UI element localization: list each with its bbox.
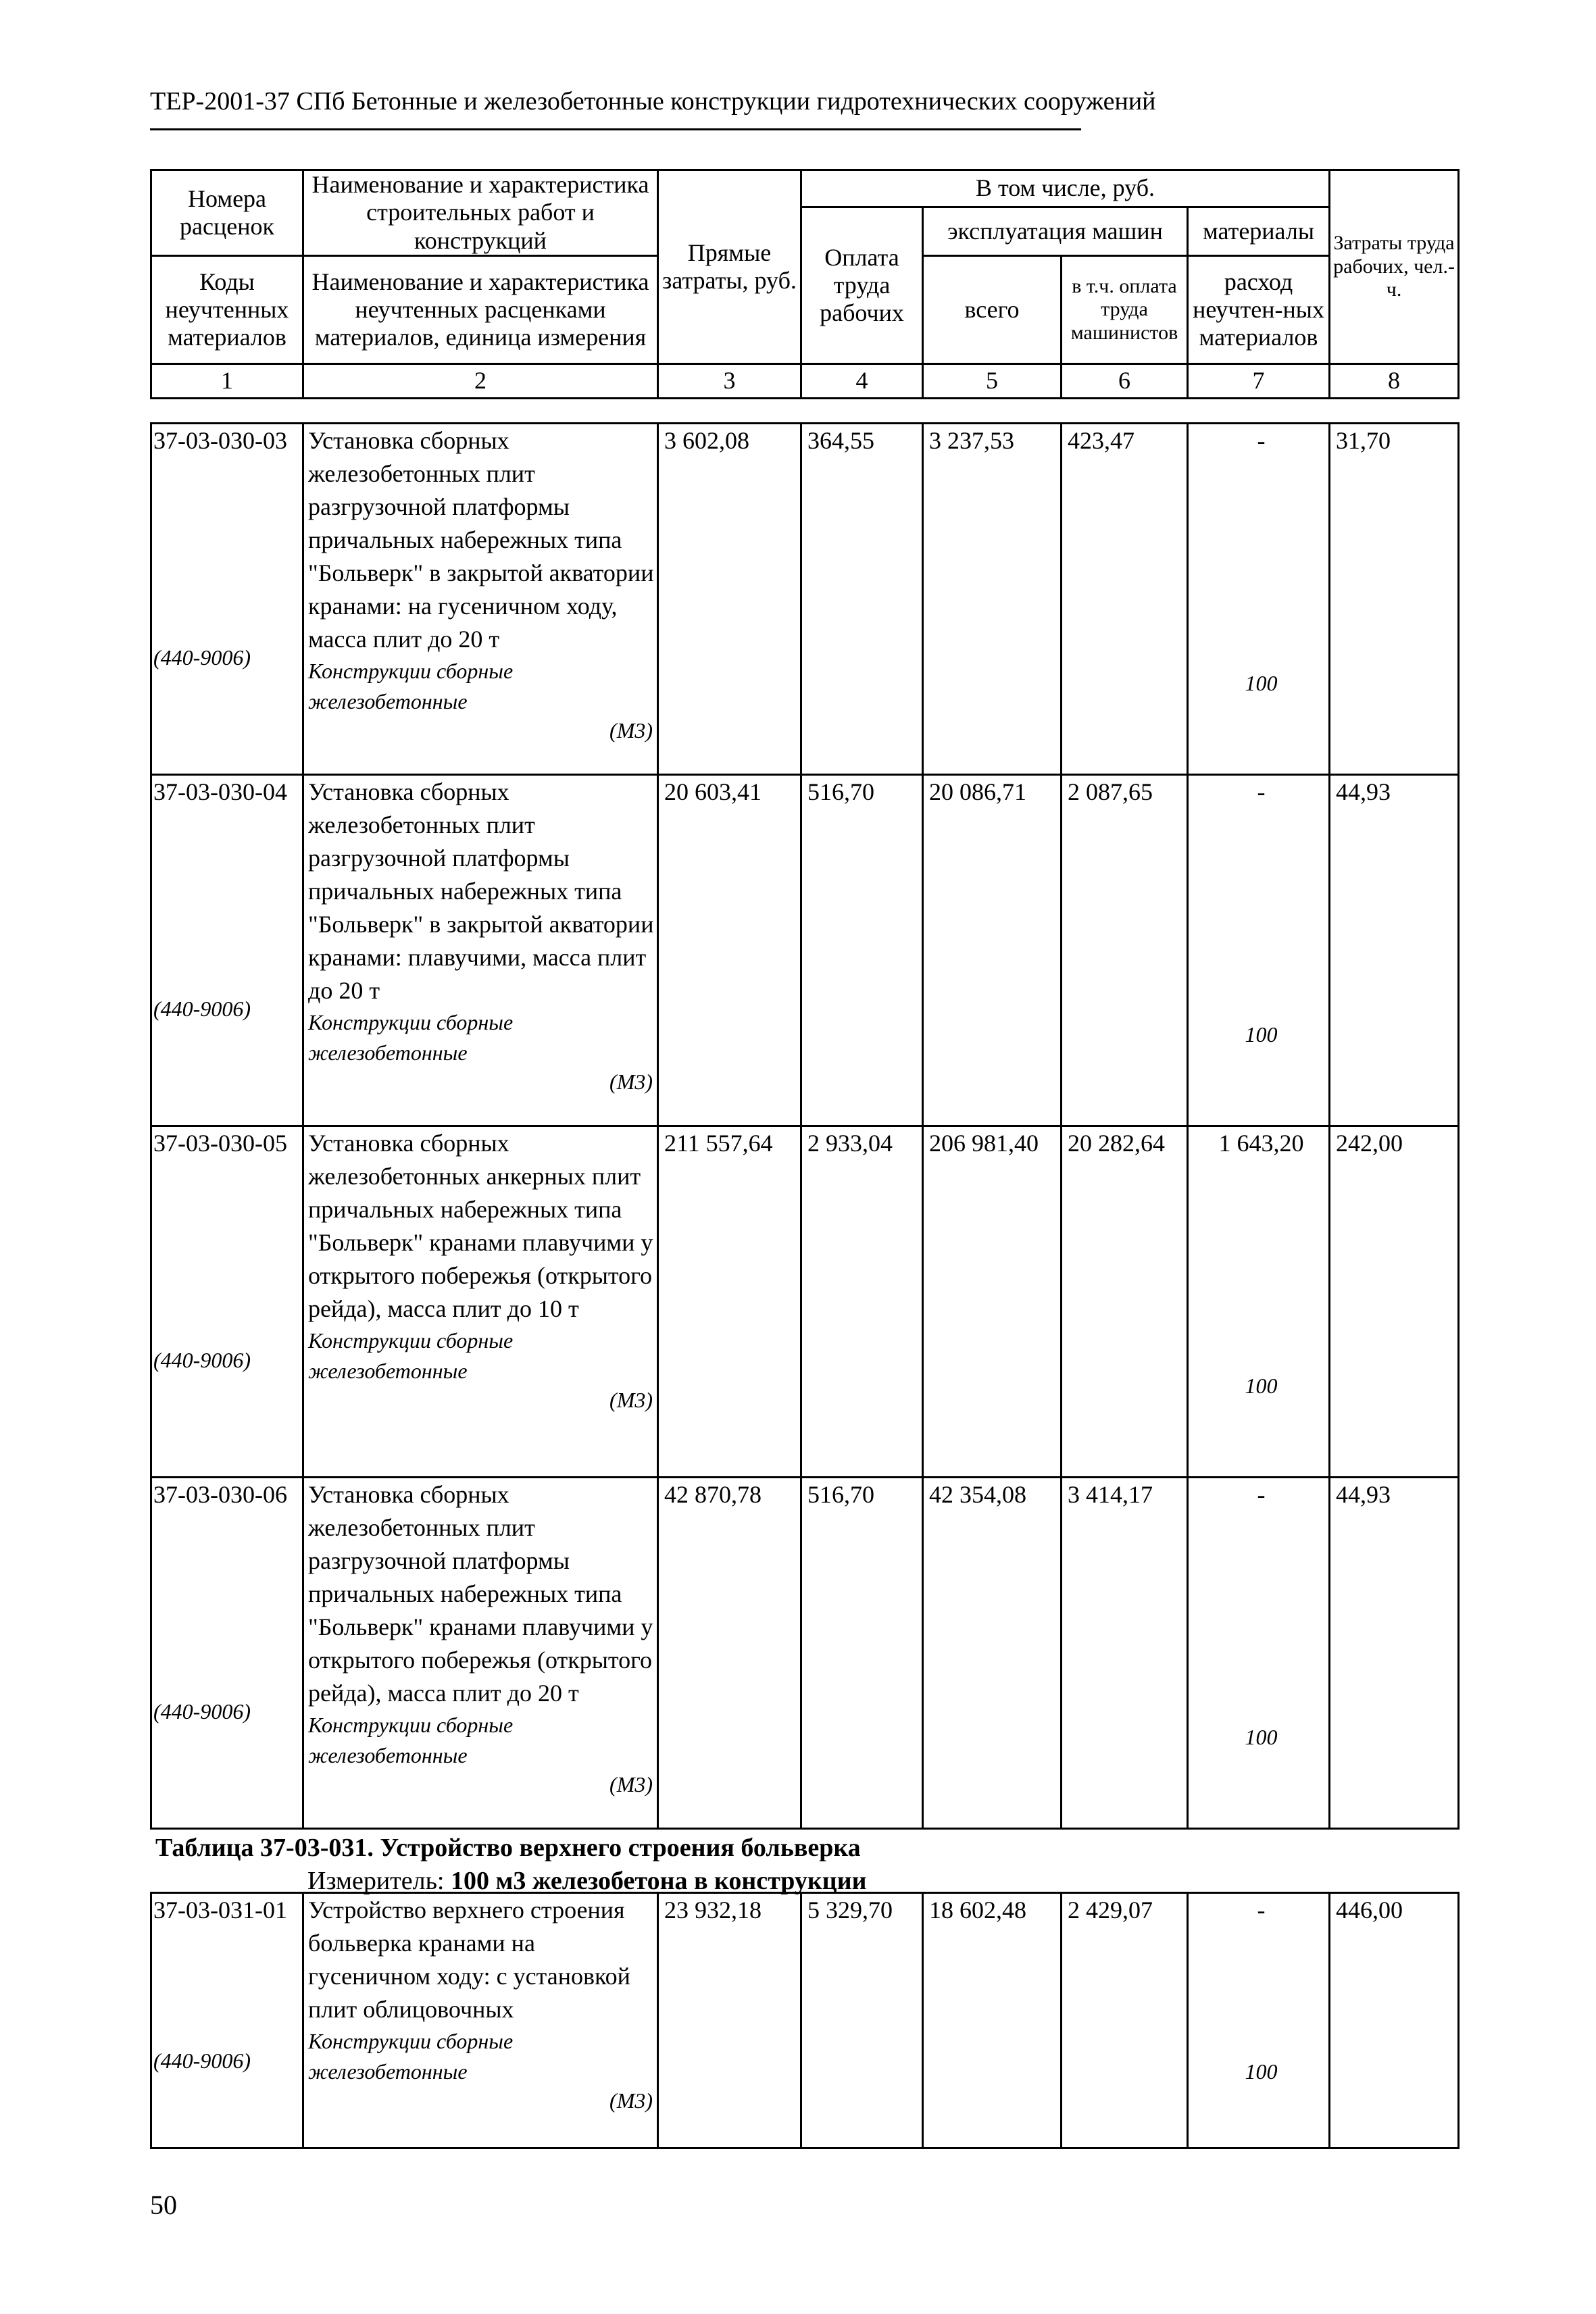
material-unit: (М3) (609, 718, 653, 743)
labor-hours-cell: 31,70 (1330, 424, 1459, 775)
machines-total-cell: 20 086,71 (923, 775, 1062, 1126)
table-37-03-031-title: Таблица 37-03-031. Устройство верхнего строения больверка (155, 1834, 861, 1862)
material-code: (440-9006) (153, 1699, 251, 1724)
work-description: Установка сборных железобетонных анкерных плит причальных набережных типа "Больверк" кранами плавучими у открытого побережья (открытого рейда), масса плит до 10 т (308, 1130, 653, 1322)
header-labor-hours: Затраты труда рабочих, чел.-ч. (1330, 170, 1459, 364)
material-name: Конструкции сборные железобетонные (308, 659, 514, 713)
col-number-7: 7 (1188, 364, 1330, 399)
material-name: Конструкции сборные железобетонные (308, 1010, 514, 1065)
material-name: Конструкции сборные железобетонные (308, 1328, 514, 1383)
header-machine-operation: эксплуатация машин (923, 207, 1188, 256)
page-number: 50 (150, 2190, 177, 2220)
direct-costs-cell: 211 557,64 (658, 1126, 801, 1478)
measure-label: Измеритель: (307, 1867, 445, 1895)
table-row (151, 1893, 1459, 2148)
material-name: Конструкции сборные железобетонные (308, 1713, 514, 1767)
direct-costs-cell: 20 603,41 (658, 775, 801, 1126)
materials-cell: - (1257, 427, 1266, 454)
material-unit: (М3) (609, 2088, 653, 2113)
document-header-title: ТЕР-2001-37 СПб Бетонные и железобетонные конструкции гидротехнических сооружений (150, 87, 1156, 116)
rate-code: 37-03-030-05 (153, 1130, 287, 1157)
material-unit: (М3) (609, 1388, 653, 1412)
material-quantity: 100 (1245, 1374, 1278, 1398)
col-number-6: 6 (1062, 364, 1188, 399)
column-header-table (150, 169, 1460, 399)
header-materials: материалы (1188, 207, 1330, 256)
materials-cell: - (1257, 778, 1266, 805)
header-including-group: В том числе, руб. (801, 170, 1330, 207)
materials-cell: 1 643,20 (1218, 1130, 1304, 1157)
header-worker-pay: Оплата труда рабочих (801, 207, 923, 364)
machines-total-cell: 3 237,53 (923, 424, 1062, 775)
table-row (151, 1478, 1459, 1829)
material-code: (440-9006) (153, 997, 251, 1021)
material-code: (440-9006) (153, 1348, 251, 1372)
header-work-name: Наименование и характеристика строительных работ и конструкций (303, 170, 658, 256)
rate-code: 37-03-030-04 (153, 778, 287, 805)
material-unit: (М3) (609, 1070, 653, 1094)
work-description: Установка сборных железобетонных плит разгрузочной платформы причальных набережных типа "Больверк" в закрытой акватории кранами: на гусеничном ходу, масса плит до 20 т (308, 427, 654, 653)
header-rule (150, 128, 1081, 130)
material-unit: (М3) (609, 1772, 653, 1796)
machinist-pay-cell: 2 429,07 (1062, 1893, 1188, 2148)
worker-pay-cell: 5 329,70 (801, 1893, 923, 2148)
direct-costs-cell: 3 602,08 (658, 424, 801, 775)
worker-pay-cell: 516,70 (801, 775, 923, 1126)
table-row (151, 775, 1459, 1126)
machinist-pay-cell: 2 087,65 (1062, 775, 1188, 1126)
material-quantity: 100 (1245, 671, 1278, 695)
rate-code: 37-03-030-03 (153, 427, 287, 454)
material-code: (440-9006) (153, 645, 251, 670)
materials-cell: - (1257, 1481, 1266, 1508)
worker-pay-cell: 516,70 (801, 1478, 923, 1829)
labor-hours-cell: 44,93 (1330, 775, 1459, 1126)
material-quantity: 100 (1245, 1725, 1278, 1749)
rate-code: 37-03-030-06 (153, 1481, 287, 1508)
col-number-5: 5 (923, 364, 1062, 399)
rate-code: 37-03-031-01 (153, 1896, 287, 1923)
header-machinist-pay: в т.ч. оплата труда машинистов (1062, 256, 1188, 364)
machinist-pay-cell: 3 414,17 (1062, 1478, 1188, 1829)
table-row (151, 424, 1459, 775)
worker-pay-cell: 2 933,04 (801, 1126, 923, 1478)
table-row (151, 1126, 1459, 1478)
material-code: (440-9006) (153, 2048, 251, 2073)
labor-hours-cell: 242,00 (1330, 1126, 1459, 1478)
rates-table (150, 422, 1460, 1830)
col-number-4: 4 (801, 364, 923, 399)
col-number-3: 3 (658, 364, 801, 399)
measure-value: 100 м3 железобетона в конструкции (451, 1867, 867, 1895)
material-name: Конструкции сборные железобетонные (308, 2029, 514, 2084)
header-direct-costs: Прямые затраты, руб. (658, 170, 801, 364)
work-description: Устройство верхнего строения больверка кранами на гусеничном ходу: с установкой плит облицовочных (308, 1896, 630, 2023)
header-material-codes: Коды неучтенных материалов (151, 256, 303, 364)
header-material-names: Наименование и характеристика неучтенных расценками материалов, единица измерения (303, 256, 658, 364)
work-description: Установка сборных железобетонных плит разгрузочной платформы причальных набережных типа "Больверк" кранами плавучими у открытого побережья (открытого рейда), масса плит до 20 т (308, 1481, 653, 1707)
materials-cell: - (1257, 1896, 1266, 1923)
machinist-pay-cell: 20 282,64 (1062, 1126, 1188, 1478)
header-unaccounted-materials: расход неучтен-ных материалов (1188, 256, 1330, 364)
machines-total-cell: 206 981,40 (923, 1126, 1062, 1478)
machinist-pay-cell: 423,47 (1062, 424, 1188, 775)
col-number-1: 1 (151, 364, 303, 399)
machines-total-cell: 18 602,48 (923, 1893, 1062, 2148)
work-description: Установка сборных железобетонных плит разгрузочной платформы причальных набережных типа "Больверк" в закрытой акватории кранами: плавучими, масса плит до 20 т (308, 778, 654, 1004)
direct-costs-cell: 23 932,18 (658, 1893, 801, 2148)
worker-pay-cell: 364,55 (801, 424, 923, 775)
machines-total-cell: 42 354,08 (923, 1478, 1062, 1829)
col-number-8: 8 (1330, 364, 1459, 399)
rates-table-2 (150, 1892, 1460, 2149)
col-number-2: 2 (303, 364, 658, 399)
material-quantity: 100 (1245, 2059, 1278, 2084)
header-machines-total: всего (923, 256, 1062, 364)
labor-hours-cell: 44,93 (1330, 1478, 1459, 1829)
direct-costs-cell: 42 870,78 (658, 1478, 801, 1829)
material-quantity: 100 (1245, 1022, 1278, 1047)
labor-hours-cell: 446,00 (1330, 1893, 1459, 2148)
header-rate-number: Номера расценок (151, 170, 303, 256)
